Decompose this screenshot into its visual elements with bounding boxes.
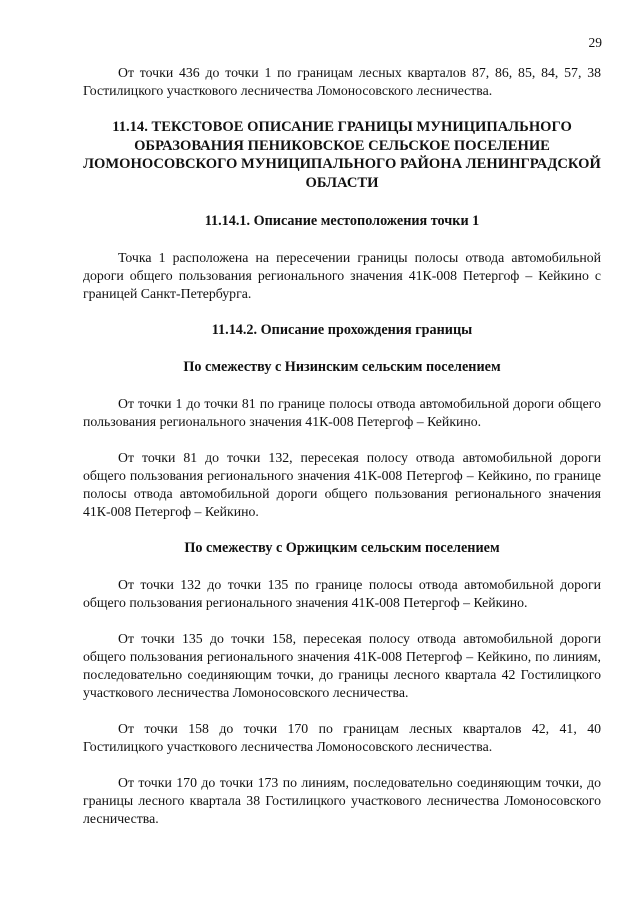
paragraph-nizino-2: От точки 81 до точки 132, пересекая полосу отвода автомобильной дороги общего пользования регионального значения 41К-008 Петергоф – Кейкино, по границе полосы отвода автомобильной дороги общего пользования регионального значения 41К-008 Петергоф – Кейкино. — [83, 450, 601, 519]
paragraph-point1: Точка 1 расположена на пересечении границы полосы отвода автомобильной дороги общего пользования регионального значения 41К-008 Петергоф – Кейкино с границей Санкт-Петербурга. — [83, 250, 601, 301]
subheading-boundary-description: 11.14.2. Описание прохождения границы — [211, 322, 473, 338]
main-heading: 11.14. ТЕКСТОВОЕ ОПИСАНИЕ ГРАНИЦЫ МУНИЦИПАЛЬНОГО ОБРАЗОВАНИЯ ПЕНИКОВСКОЕ СЕЛЬСКОЕ ПОСЕЛЕНИЕ ЛОМОНОСОВСКОГО МУНИЦИПАЛЬНОГО РАЙОНА ЛЕНИНГРАДСКОЙ ОБЛАСТИ — [83, 119, 601, 191]
section-heading-nizino: По смежеству с Низинским сельским поселением — [183, 359, 501, 375]
paragraph-orzhitsy-3: От точки 158 до точки 170 по границам лесных кварталов 42, 41, 40 Гостилицкого участкового лесничества Ломоносовского лесничества. — [83, 721, 601, 754]
subheading-point-location: 11.14.1. Описание местоположения точки 1 — [204, 213, 480, 229]
paragraph-orzhitsy-4: От точки 170 до точки 173 по линиям, последовательно соединяющим точки, до границы лесного квартала 38 Гостилицкого участкового лесничества Ломоносовского лесничества. — [83, 775, 601, 826]
paragraph-orzhitsy-1: От точки 132 до точки 135 по границе полосы отвода автомобильной дороги общего пользования регионального значения 41К-008 Петергоф – Кейкино. — [83, 577, 601, 610]
document-body — [83, 64, 601, 828]
paragraph-intro: От точки 436 до точки 1 по границам лесных кварталов 87, 86, 85, 84, 57, 38 Гостилицкого участкового лесничества Ломоносовского лесничества. — [83, 65, 601, 98]
paragraph-nizino-1: От точки 1 до точки 81 по границе полосы отвода автомобильной дороги общего пользования регионального значения 41К-008 Петергоф – Кейкино. — [83, 396, 601, 429]
section-heading-orzhitsy: По смежеству с Оржицким сельским поселением — [184, 540, 500, 556]
paragraph-orzhitsy-2: От точки 135 до точки 158, пересекая полосу отвода автомобильной дороги общего пользования регионального значения 41К-008 Петергоф – Кейкино, по линиям, последовательно соединяющим точки, до границы лесного квартала 42 Гостилицкого участкового лесничества Ломоносовского лесничества. — [83, 631, 601, 700]
page-number: 29 — [588, 35, 602, 50]
